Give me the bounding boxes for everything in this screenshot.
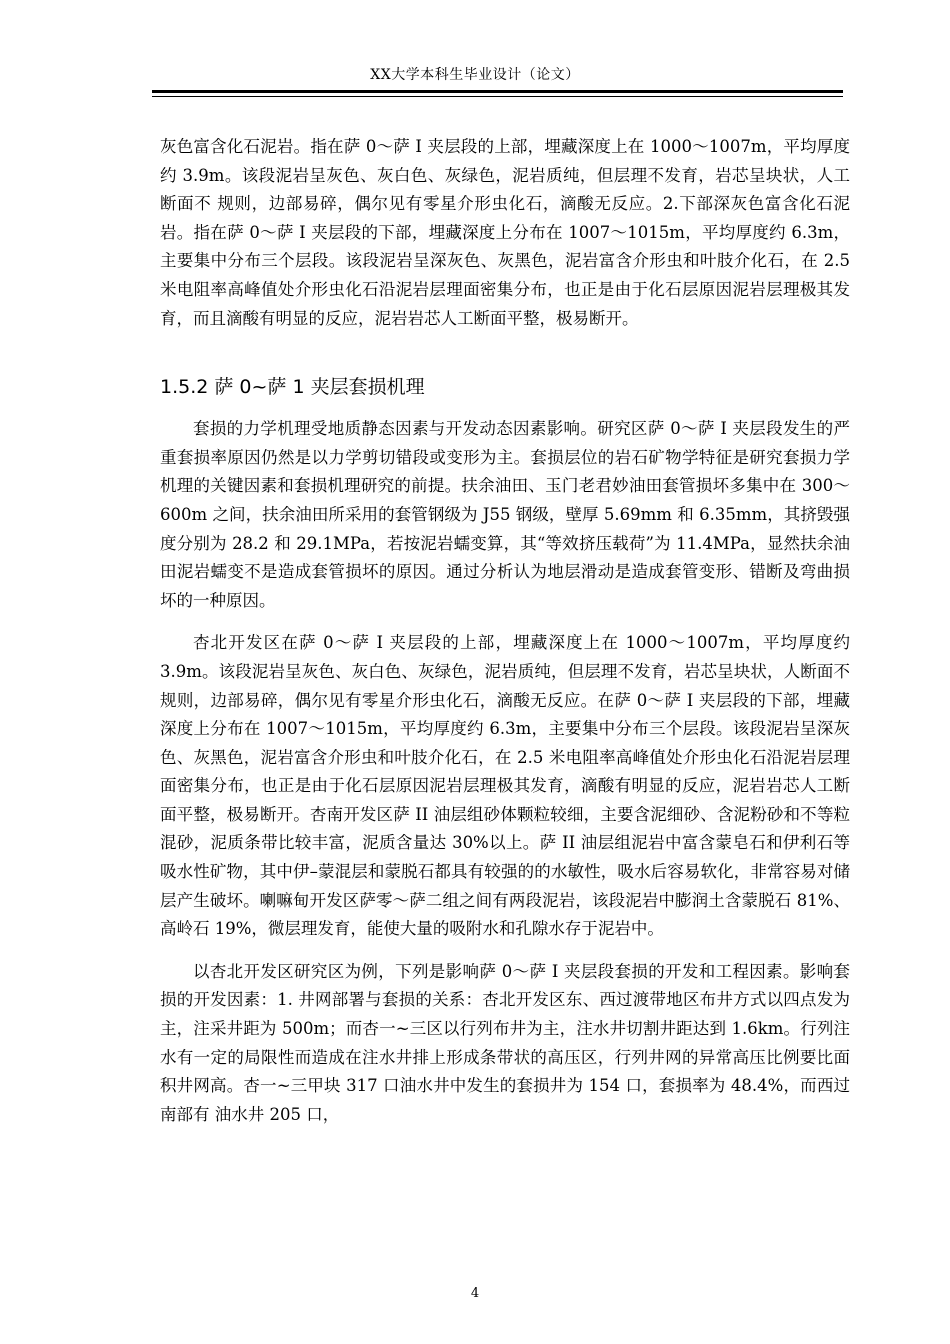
header-title: XX大学本科生毕业设计（论文） (370, 67, 580, 83)
section-heading: 1.5.2 萨 0~萨 1 夹层套损机理 (160, 376, 425, 399)
body-content (160, 133, 850, 1129)
header-rule-thin (152, 96, 843, 97)
paragraph-4: 以杏北开发区研究区为例，下列是影响萨 0～萨 I 夹层段套损的开发和工程因素。影响套损的开发因素：1. 井网部署与套损的关系：杏北开发区东、西过渡带地区布井方式以四点发为主，注采井距为 500m；而杏一~三区以行列布井为主，注水井切割井距达到 1.6km。行列注水有一定的局限性而造成在注水井排上形成条带状的高压区，行列井网的异常高压比例要比面积井网高。杏一~三甲块 317 口油水井中发生的套损井为 154 口，套损率为 48.4%，而西过南部有 油水井 205 口， (160, 961, 850, 1124)
header-rule-thick (152, 90, 843, 93)
paragraph-3: 杏北开发区在萨 0～萨 I 夹层段的上部，埋藏深度上在 1000～1007m，平均厚度约 3.9m。该段泥岩呈灰色、灰白色、灰绿色，泥岩质纯，但层理不发育，岩芯呈块状，人断面不规则，边部易碎，偶尔见有零星介形虫化石，滴酸无反应。在萨 0～萨 I 夹层段的下部，埋藏深度上分布在 1007～1015m，平均厚度约 6.3m，主要集中分布三个层段。该段泥岩呈深灰色、灰黑色，泥岩富含介形虫和叶肢介化石，在 2.5 米电阻率高峰值处介形虫化石沿泥岩层理面密集分布，也正是由于化石层原因泥岩层理极其发育，滴酸有明显的反应，泥岩岩芯人工断面平整，极易断开。杏南开发区萨 II 油层组砂体颗粒较细，主要含泥细砂、含泥粉砂和不等粒混砂，泥质条带比较丰富，泥质含量达 30%以上。萨 II 油层组泥岩中富含蒙皂石和伊利石等吸水性矿物，其中伊–蒙混层和蒙脱石都具有较强的的水敏性，吸水后容易软化，非常容易对储层产生破坏。喇嘛甸开发区萨零～萨二组之间有两段泥岩，该段泥岩中膨润土含蒙脱石 81%、高岭石 19%，微层理发育，能使大量的吸附水和孔隙水存于泥岩中。 (160, 633, 850, 939)
page-number: 4 (470, 1286, 480, 1301)
paragraph-2: 套损的力学机理受地质静态因素与开发动态因素影响。研究区萨 0～萨 I 夹层段发生的严重套损率原因仍然是以力学剪切错段或变形为主。套损层位的岩石矿物学特征是研究套损力学机理的关键因素和套损机理研究的前提。扶余油田、玉门老君妙油田套管损坏多集中在 300～600m 之间，扶余油田所采用的套管钢级为 J55 钢级，壁厚 5.69mm 和 6.35mm，其挤毁强度分别为 28.2 和 29.1MPa，若按泥岩蠕变算，其“等效挤压载荷”为 11.4MPa，显然扶余油田泥岩蠕变不是造成套管损坏的原因。通过分析认为地层滑动是造成套管变形、错断及弯曲损坏的一种原因。 (160, 419, 850, 610)
paragraph-1: 灰色富含化石泥岩。指在萨 0～萨 I 夹层段的上部，埋藏深度上在 1000～1007m，平均厚度约 3.9m。该段泥岩呈灰色、灰白色、灰绿色，泥岩质纯，但层理不发育，岩芯呈块状，人工断面不 规则，边部易碎，偶尔见有零星介形虫化石，滴酸无反应。2.下部深灰色富含化石泥岩。指在萨 0～萨 I 夹层段的下部，埋藏深度上分布在 1007～1015m，平均厚度约 6.3m，主要集中分布三个层段。该段泥岩呈深灰色、灰黑色，泥岩富含介形虫和叶肢介化石，在 2.5 米电阻率高峰值处介形虫化石沿泥岩层理面密集分布，也正是由于化石层原因泥岩层理极其发育，而且滴酸有明显的反应，泥岩岩芯人工断面平整，极易断开。 (160, 137, 850, 328)
